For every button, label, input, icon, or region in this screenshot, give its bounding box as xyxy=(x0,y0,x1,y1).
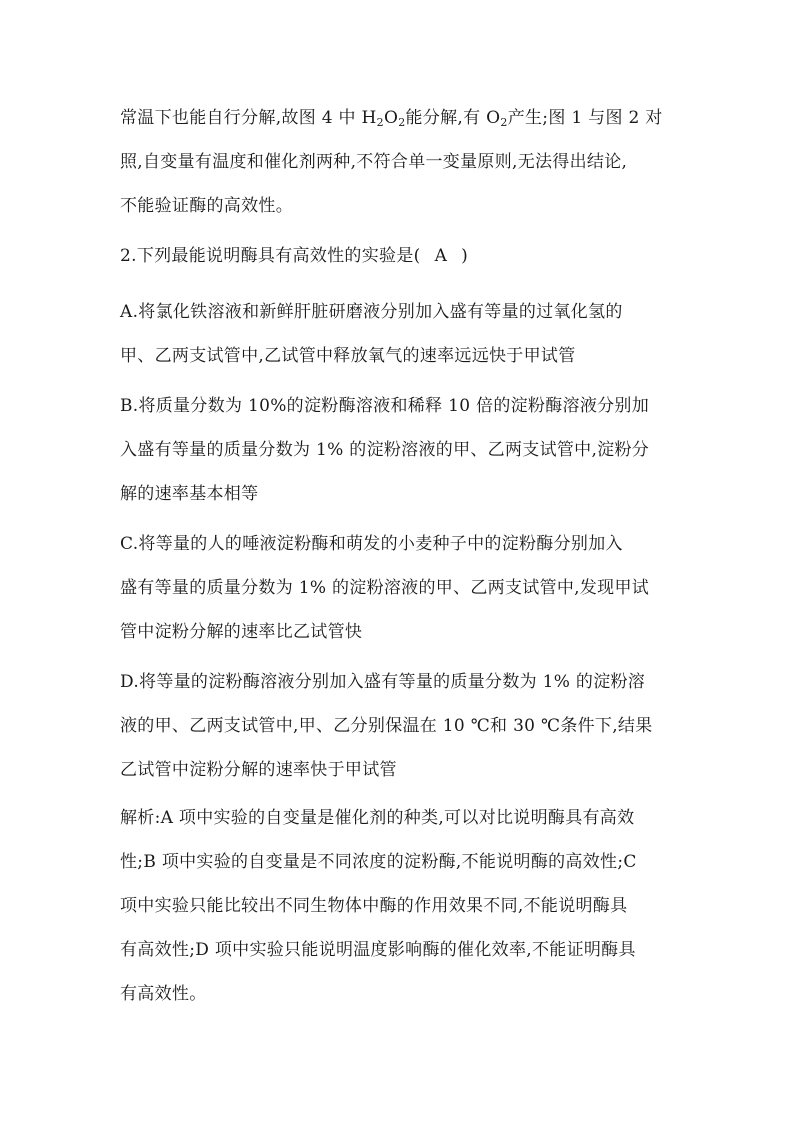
option-c: C.将等量的人的唾液淀粉酶和萌发的小麦种子中的淀粉酶分别加入 盛有等量的质量分数为 1% 的淀粉溶液的甲、乙两支试管中,发现甲试 管中淀粉分解的速率比乙试管快 xyxy=(120,534,650,642)
option-a: A.将氯化铁溶液和新鲜肝脏研磨液分别加入盛有等量的过氧化氢的 甲、乙两支试管中,乙试管中释放氧气的速率远远快于甲试管 xyxy=(120,302,623,366)
intro-line-3: 不能验证酶的高效性。 xyxy=(120,196,293,216)
question-answer: A xyxy=(434,246,448,266)
question-stem: 2.下列最能说明酶具有高效性的实验是( A ) xyxy=(120,246,469,266)
intro-paragraph xyxy=(120,96,680,228)
intro-line-2: 照,自变量有温度和催化剂两种,不符合单一变量原则,无法得出结论, xyxy=(120,152,628,172)
analysis-paragraph: 解析:A 项中实验的自变量是催化剂的种类,可以对比说明酶具有高效 性;B 项中实验的自变量是不同浓度的淀粉酶,不能说明酶的高效性;C 项中实验只能比较出不同生物体中酶的作用效果不同,不能说明酶具 有高效性;D 项中实验只能说明温度影响酶的催化效率,不能证明酶具 有高效性。 xyxy=(120,808,637,1004)
option-b: B.将质量分数为 10%的淀粉酶溶液和稀释 10 倍的淀粉酶溶液分别加 入盛有等量的质量分数为 1% 的淀粉溶液的甲、乙两支试管中,淀粉分 解的速率基本相等 xyxy=(120,396,650,504)
option-d: D.将等量的淀粉酶溶液分别加入盛有等量的质量分数为 1% 的淀粉溶 液的甲、乙两支试管中,甲、乙分别保温在 10 ℃和 30 ℃条件下,结果 乙试管中淀粉分解的速率快于甲试管 xyxy=(120,672,653,780)
intro-line-1: 常温下也能自行分解,故图 4 中 $H_2O_2$能分解,有 $O_2$产生;图 1 与图 2 对 xyxy=(120,108,663,129)
